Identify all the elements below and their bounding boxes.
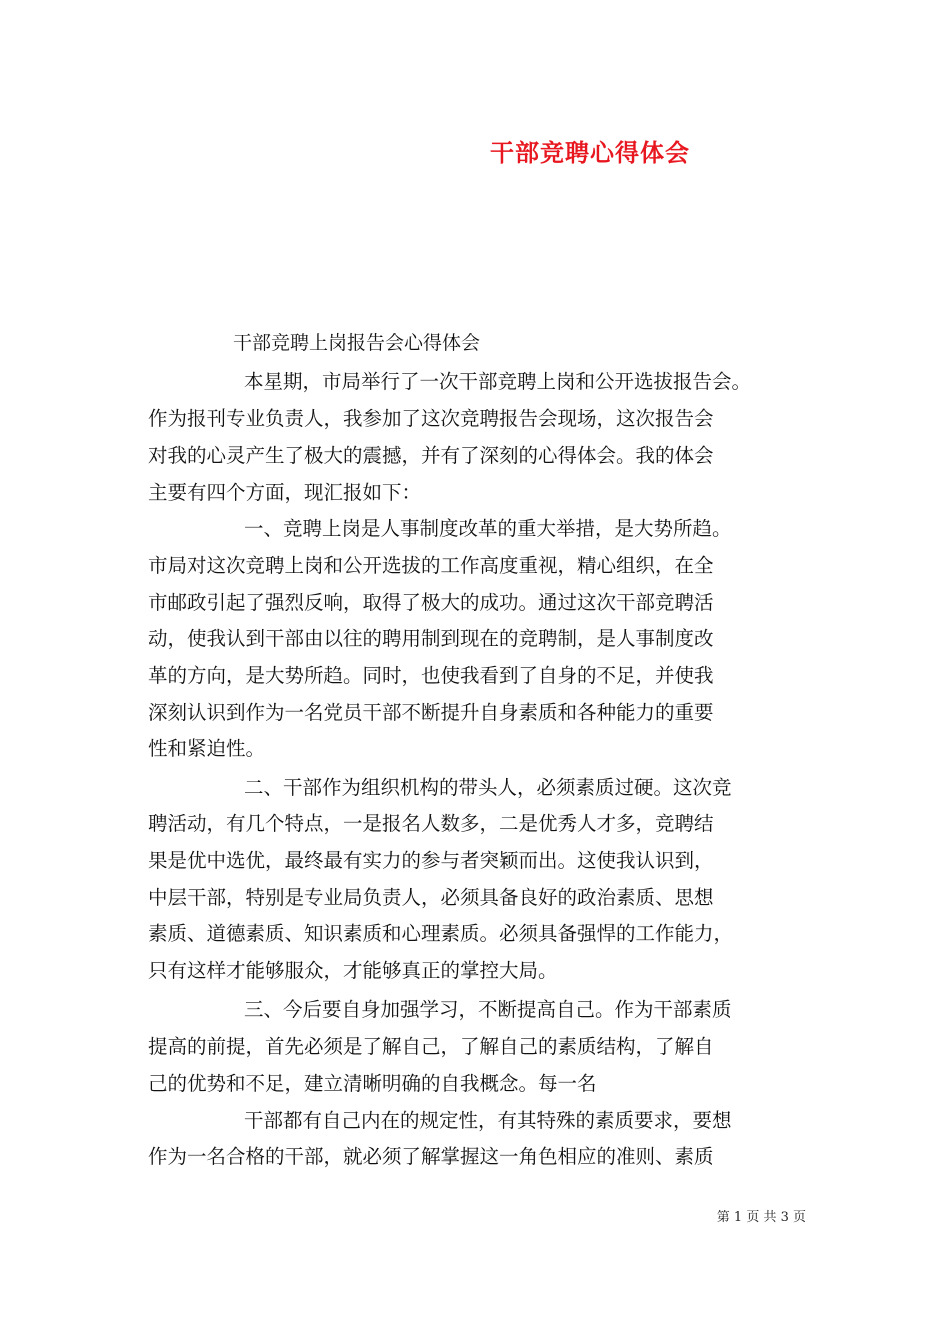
body-line: 己的优势和不足，建立清晰明确的自我概念。每一名	[148, 1072, 597, 1095]
body-line: 三、今后要自身加强学习，不断提高自己。作为干部素质	[244, 998, 732, 1021]
body-line: 一、竞聘上岗是人事制度改革的重大举措，是大势所趋。	[244, 517, 732, 540]
body-line: 对我的心灵产生了极大的震撼，并有了深刻的心得体会。我的体会	[148, 444, 714, 467]
body-line: 素质、道德素质、知识素质和心理素质。必须具备强悍的工作能力，	[148, 922, 734, 945]
body-line: 性和紧迫性。	[148, 737, 266, 760]
body-line: 果是优中选优，最终最有实力的参与者突颖而出。这使我认识到，	[148, 849, 714, 872]
body-line: 主要有四个方面，现汇报如下：	[148, 481, 422, 504]
body-line: 中层干部，特别是专业局负责人，必须具备良好的政治素质、思想	[148, 886, 714, 909]
body-line: 二、干部作为组织机构的带头人，必须素质过硬。这次竞	[244, 776, 732, 799]
body-line: 革的方向，是大势所趋。同时，也使我看到了自身的不足，并使我	[148, 664, 714, 687]
page-number: 第 1 页 共 3 页	[716, 1210, 806, 1225]
body-line: 聘活动，有几个特点，一是报名人数多，二是优秀人才多，竞聘结	[148, 812, 714, 835]
document-subtitle: 干部竞聘上岗报告会心得体会	[233, 332, 481, 354]
body-line: 动，使我认到干部由以往的聘用制到现在的竞聘制，是人事制度改	[148, 627, 714, 650]
body-line: 作为一名合格的干部，就必须了解掌握这一角色相应的准则、素质	[148, 1145, 714, 1168]
document-title: 干部竞聘心得体会	[490, 138, 690, 167]
body-line: 干部都有自己内在的规定性，有其特殊的素质要求，要想	[244, 1109, 732, 1132]
body-line: 只有这样才能够服众，才能够真正的掌控大局。	[148, 959, 558, 982]
body-line: 市邮政引起了强烈反响，取得了极大的成功。通过这次干部竞聘活	[148, 591, 714, 614]
body-line: 深刻认识到作为一名党员干部不断提升自身素质和各种能力的重要	[148, 701, 714, 724]
body-line: 市局对这次竞聘上岗和公开选拔的工作高度重视，精心组织，在全	[148, 554, 714, 577]
body-line: 本星期，市局举行了一次干部竞聘上岗和公开选拔报告会。	[244, 370, 752, 393]
body-line: 提高的前提，首先必须是了解自己，了解自己的素质结构，了解自	[148, 1035, 714, 1058]
body-line: 作为报刊专业负责人，我参加了这次竞聘报告会现场，这次报告会	[148, 407, 714, 430]
